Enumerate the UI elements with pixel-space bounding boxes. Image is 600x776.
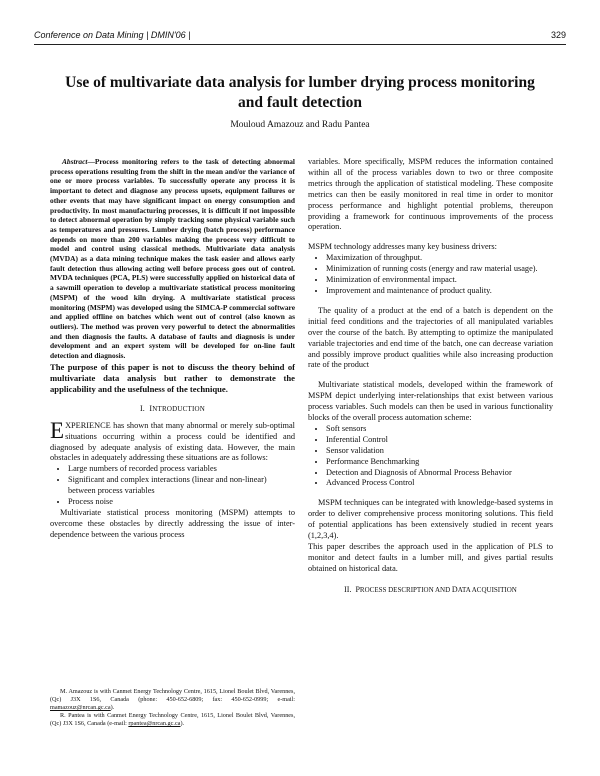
obstacles-list [50,464,295,508]
paragraph: MSPM techniques can be integrated with knowledge-based systems in order to deliver comprehensive process monitoring solutions. This field of potential applications has been extensively studied in recent years (1,2,3,4). [308,498,553,541]
abstract-label: Abstract [62,157,88,166]
abstract [50,157,295,361]
paper-title: Use of multivariate data analysis for lumber drying process monitoring and fault detection [65,74,535,111]
list-item: • Soft sensors [326,424,553,435]
list-item: • Significant and complex interactions (linear and non-linear) between process variables [68,475,295,497]
list-item: • Minimization of running costs (energy and raw material usage). [326,264,553,275]
list-item: • Process noise [68,497,295,508]
email-link[interactable]: mamazouz@nrcan.gc.ca [50,704,111,712]
section-heading-introduction: I. INTRODUCTION [139,403,206,413]
right-column [308,157,553,594]
abstract-text: —Process monitoring refers to the task of detecting abnormal process operations resulting from the shift in the mean and/or the variance of one or more process variables. To successfully operate any process it is important to detect and diagnose any process upsets, equipment failures or other events that may have significant impact on energy consumption and productivity. In most manufacturing processes, it is difficult if not impossible to detect abnormal operation by simply tracking some physical variable such as temperatures and pressures. Lumber drying (batch process) performance depends on more than 200 variables making the process very difficult to model and control using classical methods. Multivariate data analysis (MVDA) as a data mining technique makes the task easier and allows early fault detection thus allowing acting well before process goes out of control. MVDA techniques (PCA, PLS) were successfully applied on historical data of a sawmill operation to develop a multivariate statistical process monitoring (MSPM) of the wood kiln drying. A multivariate statistical process monitoring (MSPM) was developed using the SIMCA-P commercial software and applied offline on batches which went out of control (also known as outliers). The method was proven very powerful to detect the abnormalities and then diagnosis the faults. A database of faults and diagnosis is under development and an expert system will be developed for on-line fault detection and diagnosis. [50,157,295,361]
paragraph: This paper describes the approach used in the application of PLS to monitor and detect faults in a lumber mill, and gives partial results obtained on historical data. [308,542,553,573]
paragraph: Multivariate statistical models, developed within the framework of MSPM depict underlying inter-relationships that exist between various process variables. Such models can then be used in various functionality blocks of the overall process automation scheme: [308,380,553,423]
footnotes [50,688,295,728]
footnote-amazouz: M. Amazouz is with Canmet Energy Technology Centre, 1615, Lionel Boulet Blvd, Varennes, (Qc) J3X 1S6, Canada (phone: 450-652-6809; fax: 450-652-0999; e-mail: mamazouz@nrcan.gc.ca). [50,688,295,712]
mspm-paragraph: Multivariate statistical process monitoring (MSPM) attempts to overcome these obstacles by directly addressing the issue of inter-dependence between the various process [50,508,295,539]
list-item: • Performance Benchmarking [326,457,553,468]
paper-authors: Mouloud Amazouz and Radu Pantea [230,120,370,130]
conference-name: Conference on Data Mining | DMIN'06 | [34,30,191,40]
list-item: • Maximization of throughput. [326,253,553,264]
list-item: • Detection and Diagnosis of Abnormal Process Behavior [326,468,553,479]
list-item: • Advanced Process Control [326,478,553,489]
intro-paragraph [50,417,295,465]
section-heading-process: II. PROCESS DESCRIPTION AND DATA ACQUISITION [344,584,517,594]
list-item: • Improvement and maintenance of product quality. [326,286,553,297]
paragraph: MSPM technology addresses many key business drivers: [308,242,497,252]
functionality-blocks-list [308,424,553,489]
list-item: • Inferential Control [326,435,553,446]
drop-cap: E [50,417,65,443]
intro-text: XPERIENCE has shown that many abnormal or merely sub-optimal situations occurring within a process could be identified and diagnosed by adequate analysis of existing data. However, the main obstacles in adequately addressing these situations are as follows: [50,420,295,463]
left-column [50,157,295,541]
list-item: • Minimization of environmental impact. [326,275,553,286]
list-item: • Sensor validation [326,446,553,457]
running-header [34,28,566,45]
email-link[interactable]: rpantea@nrcan.gc.ca [128,720,181,728]
footnote-pantea: R. Pantea is with Canmet Energy Technology Centre, 1615, Lionel Boulet Blvd, Varennes, (Qc) J3X 1S6, Canada (e-mail: rpantea@nrcan.gc.ca). [50,712,295,728]
abstract-purpose: The purpose of this paper is not to discuss the theory behind of multivariate data analysis but rather to demonstrate the applicability and the usefulness of the technique. [50,361,295,394]
paragraph: The quality of a product at the end of a batch is dependent on the initial feed conditions and the trajectories of all manipulated variables over the course of the batch. By attempting to optimize the manipulated variable trajectories and end time of the batch, one can decrease variation and possibly improve product qualities while also increasing production rate of the product [308,305,553,370]
list-item: • Large numbers of recorded process variables [68,464,295,475]
page-number: 329 [550,30,566,40]
business-drivers-list [308,253,553,297]
paragraph: variables. More specifically, MSPM reduces the information contained within all of the process variables down to two or three composite metrics through the application of statistical modeling. These composite metrics can then be easily monitored in real time in order to monitor process performance and highlight potential problems, thereupon providing a framework for continuous improvements of the process operation. [308,157,553,232]
